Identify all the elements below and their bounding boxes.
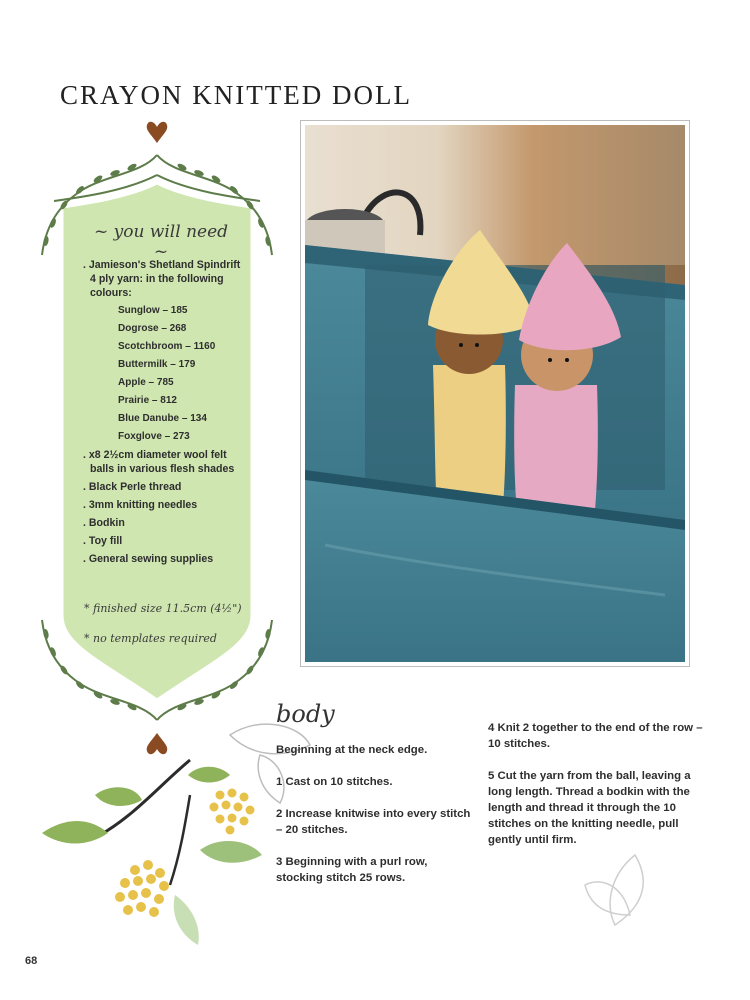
body-steps-left bbox=[276, 742, 476, 902]
materials-item: . Black Perle thread bbox=[83, 481, 182, 493]
materials-item: . Bodkin bbox=[83, 517, 125, 529]
colour-item: Apple – 785 bbox=[118, 377, 174, 388]
doll-photo-image bbox=[305, 125, 685, 662]
body-step: 4 Knit 2 together to the end of the row – 10 stitches. bbox=[488, 722, 703, 750]
colour-item: Dogrose – 268 bbox=[118, 323, 187, 334]
colour-item: Buttermilk – 179 bbox=[118, 359, 196, 370]
body-step: 1 Cast on 10 stitches. bbox=[276, 776, 393, 788]
leaf-decoration bbox=[40, 755, 270, 950]
materials-item: . x8 2½cm diameter wool felt balls in various flesh shades bbox=[83, 449, 235, 475]
materials-item: . Jamieson's Shetland Spindrift 4 ply yarn: in the following colours: bbox=[83, 259, 241, 299]
colour-item: Scotchbroom – 1160 bbox=[118, 341, 216, 352]
colour-item: Sunglow – 185 bbox=[118, 305, 188, 316]
body-steps-right bbox=[488, 720, 703, 864]
colour-item: Foxglove – 273 bbox=[118, 431, 190, 442]
you-will-need-heading: ~ you will need ~ bbox=[93, 222, 229, 262]
doll-photo bbox=[300, 120, 690, 667]
body-heading: body bbox=[276, 700, 335, 728]
body-step: 5 Cut the yarn from the ball, leaving a long length. Thread a bodkin with the length and thread it through the 10 stitches on the knitting needle, pull gently until firm. bbox=[488, 770, 691, 846]
materials-item: . General sewing supplies bbox=[83, 553, 214, 565]
finished-size-note: * finished size 11.5cm (4½") bbox=[84, 602, 242, 615]
colour-item: Prairie – 812 bbox=[118, 395, 177, 406]
body-step: 2 Increase knitwise into every stitch – 20 stitches. bbox=[276, 808, 471, 836]
page-title: CRAYON KNITTED DOLL bbox=[60, 80, 412, 110]
leaf-sketch-icon bbox=[575, 845, 675, 930]
body-step: Beginning at the neck edge. bbox=[276, 744, 428, 756]
page-number: 68 bbox=[25, 955, 38, 967]
materials-item: . 3mm knitting needles bbox=[83, 499, 198, 511]
no-templates-note: * no templates required bbox=[84, 632, 217, 645]
materials-list bbox=[83, 258, 248, 570]
materials-item: . Toy fill bbox=[83, 535, 123, 547]
body-step: 3 Beginning with a purl row, stocking stitch 25 rows. bbox=[276, 856, 428, 884]
colour-item: Blue Danube – 134 bbox=[118, 413, 207, 424]
